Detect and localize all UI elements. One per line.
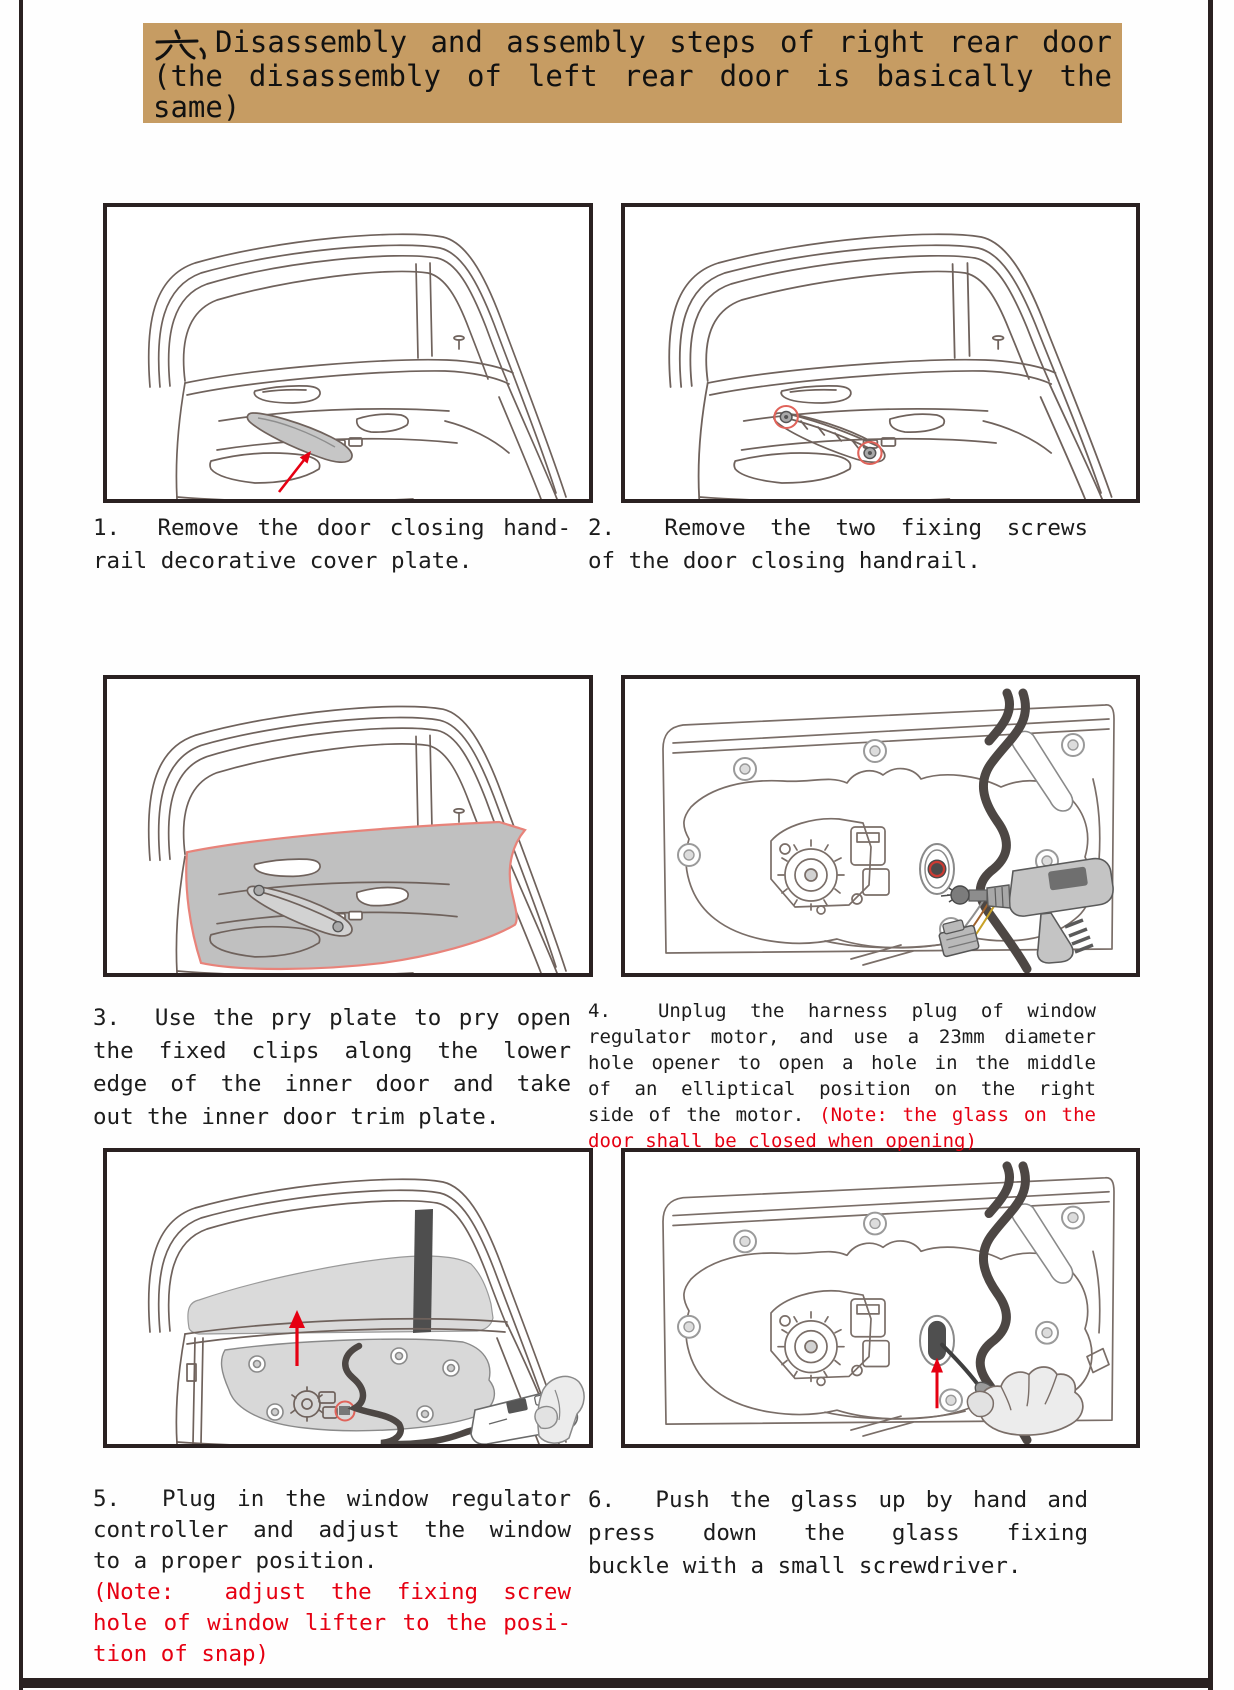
window-regulator-motor <box>771 1291 889 1386</box>
window-glass <box>188 1256 493 1334</box>
figure-step-1 <box>103 203 593 503</box>
caption-line: edge of the inner door and take <box>93 1071 571 1097</box>
caption-line: buckle with a small screwdriver. <box>588 1553 1022 1579</box>
step5-caption <box>93 1484 571 1670</box>
figure-step-5 <box>103 1148 593 1448</box>
door-illustration-5 <box>107 1152 589 1444</box>
caption-line: 6. Push the glass up by hand and <box>588 1487 1088 1513</box>
step3-caption <box>93 1002 571 1134</box>
caption-text: side of the motor. <box>588 1104 805 1126</box>
caption-note-line: tion of snap) <box>93 1641 270 1667</box>
caption-note-line: hole of window lifter to the posi- <box>93 1610 571 1636</box>
caption-line-mixed <box>588 1102 1096 1128</box>
inner-door-illustration-4 <box>625 679 1136 973</box>
inner-door-trim-plate <box>186 822 525 969</box>
caption-line: 3. Use the pry plate to pry open <box>93 1005 571 1031</box>
hanzi-liu-icon <box>153 29 209 61</box>
caption-line: rail decorative cover plate. <box>93 548 473 574</box>
title-text: Disassembly and assembly steps of right rear door <box>215 25 1112 59</box>
caption-line: 1. Remove the door closing hand- <box>93 515 571 541</box>
title-line-1 <box>153 27 1112 61</box>
figure-step-6 <box>621 1148 1140 1448</box>
elliptical-hole <box>920 844 954 894</box>
caption-line: hole opener to open a hole in the middle <box>588 1052 1096 1074</box>
caption-note-line: door shall be closed when opening) <box>588 1130 977 1152</box>
caption-line: the fixed clips along the lower <box>93 1038 571 1064</box>
page-border-bottom <box>19 1678 1213 1688</box>
title-line-3: same) <box>153 90 241 124</box>
step6-caption <box>588 1484 1088 1583</box>
caption-line: of the door closing handrail. <box>588 548 981 574</box>
title-line-2: (the disassembly of left rear door is basically the <box>153 59 1112 93</box>
figure-step-4 <box>621 675 1140 977</box>
caption-line: 5. Plug in the window regulator <box>93 1486 571 1512</box>
caption-line: of an elliptical position on the right <box>588 1078 1096 1100</box>
glass-run-channel <box>413 1209 433 1333</box>
caption-line: regulator motor, and use a 23mm diameter <box>588 1026 1096 1048</box>
page-border-right <box>1208 0 1213 1690</box>
caption-line: press down the glass fixing <box>588 1520 1088 1546</box>
door-illustration-1 <box>107 207 589 499</box>
caption-line: to a proper position. <box>93 1548 378 1574</box>
red-arrow-icon <box>279 451 311 492</box>
title-banner <box>143 23 1122 123</box>
caption-line: 4. Unplug the harness plug of window <box>588 1000 1096 1022</box>
window-regulator-motor <box>771 819 889 914</box>
step4-caption <box>588 998 1096 1154</box>
figure-step-3 <box>103 675 593 977</box>
caption-line: out the inner door trim plate. <box>93 1104 500 1130</box>
step1-caption <box>93 512 571 578</box>
caption-line: controller and adjust the window <box>93 1517 571 1543</box>
figure-step-2 <box>621 203 1140 503</box>
hand-icon <box>535 1376 584 1443</box>
hole-opener-bit <box>951 886 969 904</box>
page-border-left <box>19 0 23 1690</box>
door-illustration-2 <box>625 207 1136 499</box>
caption-note-text: (Note: the glass on the <box>819 1104 1096 1126</box>
step2-caption <box>588 512 1088 578</box>
inner-door-illustration-6 <box>625 1152 1136 1444</box>
door-illustration-3 <box>107 679 589 973</box>
caption-line: 2. Remove the two fixing screws <box>588 515 1088 541</box>
caption-note-line: (Note: adjust the fixing screw <box>93 1579 571 1605</box>
fixing-screw-2 <box>858 442 881 464</box>
